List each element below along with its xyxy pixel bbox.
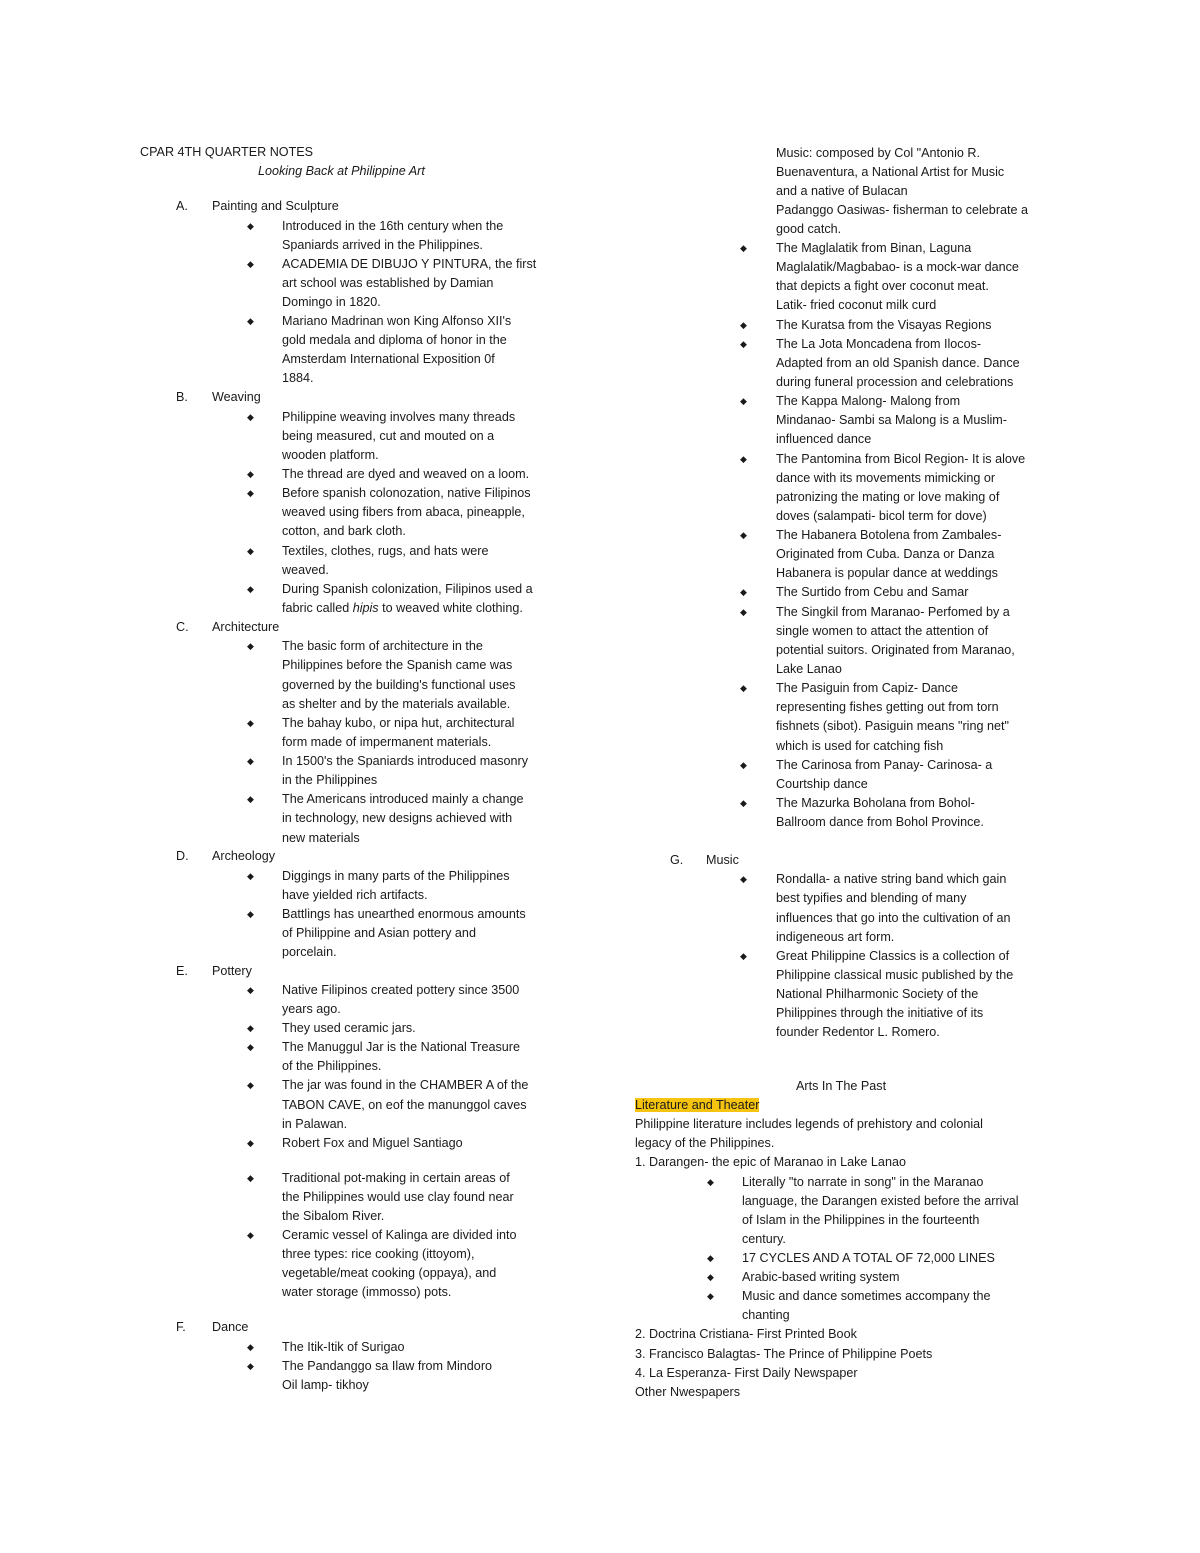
list-item: wooden platform. (282, 448, 379, 462)
list-item: The bahay kubo, or nipa hut, architectural (282, 716, 515, 730)
list-item: The Manuggul Jar is the National Treasure (282, 1040, 521, 1054)
diamond-bullet-icon: ◆ (740, 243, 747, 253)
paragraph-line: legacy of the Philippines. (635, 1136, 775, 1150)
section-heading: Arts In The Past (796, 1079, 887, 1093)
dance-note: and a native of Bulacan (776, 184, 908, 198)
list-item: governed by the building's functional uses (282, 678, 516, 692)
list-item: Textiles, clothes, rugs, and hats were (282, 544, 489, 558)
diamond-bullet-icon: ◆ (247, 584, 254, 594)
list-item: Oil lamp- tikhoy (282, 1378, 369, 1392)
list-item: as shelter and by the materials available. (282, 697, 511, 711)
list-item: have yielded rich artifacts. (282, 888, 428, 902)
list-item: Habanera is popular dance at weddings (776, 566, 998, 580)
text-fragment: to weaved white clothing. (382, 601, 523, 615)
list-item: The Itik-Itik of Surigao (282, 1340, 405, 1354)
list-item: Arabic-based writing system (742, 1270, 900, 1284)
dance-note: Padanggo Oasiwas- fisherman to celebrate a (776, 203, 1029, 217)
list-item: In 1500's the Spaniards introduced masonry (282, 754, 529, 768)
list-item: Traditional pot-making in certain areas of (282, 1171, 510, 1185)
highlight-text: Literature and Theater (635, 1098, 760, 1112)
diamond-bullet-icon: ◆ (247, 488, 254, 498)
list-item: dance with its movements mimicking or (776, 471, 996, 485)
list-item: fishnets (sibot). Pasiguin means "ring net" (776, 719, 1009, 733)
list-item: Before spanish colonozation, native Filipinos (282, 486, 531, 500)
diamond-bullet-icon: ◆ (247, 1138, 254, 1148)
dance-note: Music: composed by Col "Antonio R. (776, 146, 980, 160)
list-item: The Mazurka Boholana from Bohol- (776, 796, 975, 810)
diamond-bullet-icon: ◆ (707, 1291, 714, 1301)
list-item: century. (742, 1232, 786, 1246)
list-item: Originated from Cuba. Danza or Danza (776, 547, 995, 561)
list-item: 17 CYCLES AND A TOTAL OF 72,000 LINES (742, 1251, 995, 1265)
list-item: of Philippine and Asian pottery and (282, 926, 476, 940)
page-title: CPAR 4TH QUARTER NOTES (140, 145, 314, 159)
list-item: The La Jota Moncadena from Ilocos- (776, 337, 982, 351)
numbered-item: 4. La Esperanza- First Daily Newspaper (635, 1366, 858, 1380)
numbered-item: 1. Darangen- the epic of Maranao in Lake Lanao (635, 1155, 906, 1169)
diamond-bullet-icon: ◆ (247, 1342, 254, 1352)
list-item: During Spanish colonization, Filipinos used a (282, 582, 533, 596)
diamond-bullet-icon: ◆ (247, 1042, 254, 1052)
list-item: Adapted from an old Spanish dance. Dance (776, 356, 1020, 370)
paragraph-line: Other Nwespapers (635, 1385, 740, 1399)
list-item: Lake Lanao (776, 662, 842, 676)
list-item: The Maglalatik from Binan, Laguna (776, 241, 972, 255)
list-item: new materials (282, 831, 360, 845)
list-item: weaved. (282, 563, 329, 577)
diamond-bullet-icon: ◆ (247, 546, 254, 556)
list-item (282, 599, 523, 618)
list-item: Native Filipinos created pottery since 3500 (282, 983, 520, 997)
diamond-bullet-icon: ◆ (247, 469, 254, 479)
diamond-bullet-icon: ◆ (247, 221, 254, 231)
list-item: The basic form of architecture in the (282, 639, 483, 653)
section-title: Architecture (212, 620, 280, 634)
list-item: The Surtido from Cebu and Samar (776, 585, 969, 599)
list-item: cotton, and bark cloth. (282, 524, 406, 538)
list-item: representing fishes getting out from torn (776, 700, 999, 714)
diamond-bullet-icon: ◆ (707, 1177, 714, 1187)
list-item: The Habanera Botolena from Zambales- (776, 528, 1002, 542)
section-letter: G. (670, 853, 684, 867)
list-item: Philippines before the Spanish came was (282, 658, 513, 672)
diamond-bullet-icon: ◆ (740, 320, 747, 330)
list-item: in Palawan. (282, 1117, 348, 1131)
list-item: Ceramic vessel of Kalinga are divided into (282, 1228, 517, 1242)
list-item: doves (salampati- bicol term for dove) (776, 509, 987, 523)
list-item: Maglalatik/Magbabao- is a mock-war dance (776, 260, 1019, 274)
section-letter: C. (176, 620, 189, 634)
diamond-bullet-icon: ◆ (740, 339, 747, 349)
list-item: best typifies and blending of many (776, 891, 967, 905)
list-item: Diggings in many parts of the Philippines (282, 869, 510, 883)
diamond-bullet-icon: ◆ (247, 1173, 254, 1183)
section-title: Music (706, 853, 739, 867)
list-item: Battlings has unearthed enormous amounts (282, 907, 526, 921)
diamond-bullet-icon: ◆ (247, 1361, 254, 1371)
diamond-bullet-icon: ◆ (247, 909, 254, 919)
diamond-bullet-icon: ◆ (740, 396, 747, 406)
list-item: water storage (immosso) pots. (282, 1285, 452, 1299)
list-item: Music and dance sometimes accompany the (742, 1289, 991, 1303)
list-item: The Singkil from Maranao- Perfomed by a (776, 605, 1010, 619)
list-item: single women to attact the attention of (776, 624, 989, 638)
list-item: Mindanao- Sambi sa Malong is a Muslim- (776, 413, 1007, 427)
list-item: vegetable/meat cooking (oppaya), and (282, 1266, 497, 1280)
list-item: influences that go into the cultivation of an (776, 911, 1011, 925)
list-item: The Pasiguin from Capiz- Dance (776, 681, 958, 695)
list-item: gold medala and diploma of honor in the (282, 333, 507, 347)
diamond-bullet-icon: ◆ (740, 607, 747, 617)
diamond-bullet-icon: ◆ (247, 718, 254, 728)
list-item: Introduced in the 16th century when the (282, 219, 504, 233)
list-item: 1884. (282, 371, 314, 385)
diamond-bullet-icon: ◆ (740, 587, 747, 597)
diamond-bullet-icon: ◆ (740, 951, 747, 961)
section-letter: F. (176, 1320, 186, 1334)
numbered-item: 3. Francisco Balagtas- The Prince of Philippine Poets (635, 1347, 933, 1361)
list-item: Courtship dance (776, 777, 868, 791)
list-item: of the Philippines. (282, 1059, 382, 1073)
list-item: which is used for catching fish (776, 739, 944, 753)
diamond-bullet-icon: ◆ (247, 1080, 254, 1090)
list-item: The Americans introduced mainly a change (282, 792, 524, 806)
list-item: Robert Fox and Miguel Santiago (282, 1136, 463, 1150)
page-subtitle: Looking Back at Philippine Art (258, 164, 425, 178)
dance-note: good catch. (776, 222, 842, 236)
list-item: art school was established by Damian (282, 276, 494, 290)
list-item: They used ceramic jars. (282, 1021, 416, 1035)
highlighted-heading (635, 1096, 759, 1115)
list-item: in technology, new designs achieved with (282, 811, 513, 825)
text-fragment: fabric called (282, 601, 350, 615)
section-title: Archeology (212, 849, 276, 863)
list-item: porcelain. (282, 945, 337, 959)
list-item: patronizing the mating or love making of (776, 490, 1000, 504)
section-title: Dance (212, 1320, 249, 1334)
list-item: during funeral procession and celebrations (776, 375, 1014, 389)
diamond-bullet-icon: ◆ (247, 871, 254, 881)
list-item: Mariano Madrinan won King Alfonso XII's (282, 314, 512, 328)
section-letter: A. (176, 199, 188, 213)
list-item: potential suitors. Originated from Maranao, (776, 643, 1015, 657)
list-item: Philippines through the initiative of its (776, 1006, 984, 1020)
diamond-bullet-icon: ◆ (707, 1272, 714, 1282)
list-item: form made of impermanent materials. (282, 735, 492, 749)
diamond-bullet-icon: ◆ (247, 756, 254, 766)
paragraph-line: Philippine literature includes legends of prehistory and colonial (635, 1117, 983, 1131)
diamond-bullet-icon: ◆ (707, 1253, 714, 1263)
list-item: being measured, cut and mouted on a (282, 429, 495, 443)
list-item: indigeneous art form. (776, 930, 895, 944)
section-letter: B. (176, 390, 188, 404)
list-item: Philippine classical music published by the (776, 968, 1014, 982)
list-item: Literally "to narrate in song" in the Maranao (742, 1175, 984, 1189)
diamond-bullet-icon: ◆ (740, 874, 747, 884)
list-item: Amsterdam International Exposition 0f (282, 352, 495, 366)
list-item: The thread are dyed and weaved on a loom. (282, 467, 530, 481)
list-item: of Islam in the Philippines in the fourteenth (742, 1213, 980, 1227)
list-item: chanting (742, 1308, 790, 1322)
list-item: Latik- fried coconut milk curd (776, 298, 937, 312)
list-item: The Kappa Malong- Malong from (776, 394, 961, 408)
list-item: The Pandanggo sa Ilaw from Mindoro (282, 1359, 493, 1373)
diamond-bullet-icon: ◆ (247, 985, 254, 995)
section-title: Painting and Sculpture (212, 199, 339, 213)
list-item: Great Philippine Classics is a collection of (776, 949, 1010, 963)
diamond-bullet-icon: ◆ (740, 798, 747, 808)
list-item: that depicts a fight over coconut meat. (776, 279, 989, 293)
diamond-bullet-icon: ◆ (740, 760, 747, 770)
section-letter: D. (176, 849, 189, 863)
list-item: Philippine weaving involves many threads (282, 410, 516, 424)
numbered-item: 2. Doctrina Cristiana- First Printed Book (635, 1327, 857, 1341)
diamond-bullet-icon: ◆ (247, 412, 254, 422)
emphasis-term: hipis (352, 601, 379, 615)
diamond-bullet-icon: ◆ (740, 683, 747, 693)
diamond-bullet-icon: ◆ (247, 641, 254, 651)
list-item: years ago. (282, 1002, 341, 1016)
diamond-bullet-icon: ◆ (247, 1023, 254, 1033)
list-item: Rondalla- a native string band which gain (776, 872, 1007, 886)
dance-note: Buenaventura, a National Artist for Music (776, 165, 1005, 179)
section-letter: E. (176, 964, 188, 978)
list-item: The Kuratsa from the Visayas Regions (776, 318, 992, 332)
diamond-bullet-icon: ◆ (247, 316, 254, 326)
list-item: language, the Darangen existed before the arrival (742, 1194, 1019, 1208)
list-item: The Carinosa from Panay- Carinosa- a (776, 758, 993, 772)
diamond-bullet-icon: ◆ (740, 454, 747, 464)
list-item: influenced dance (776, 432, 872, 446)
list-item: Ballroom dance from Bohol Province. (776, 815, 984, 829)
list-item: Domingo in 1820. (282, 295, 381, 309)
diamond-bullet-icon: ◆ (740, 530, 747, 540)
diamond-bullet-icon: ◆ (247, 1230, 254, 1240)
list-item: three types: rice cooking (ittoyom), (282, 1247, 475, 1261)
section-title: Pottery (212, 964, 252, 978)
list-item: in the Philippines (282, 773, 378, 787)
diamond-bullet-icon: ◆ (247, 794, 254, 804)
list-item: The Pantomina from Bicol Region- It is alove (776, 452, 1026, 466)
list-item: founder Redentor L. Romero. (776, 1025, 940, 1039)
list-item: the Sibalom River. (282, 1209, 385, 1223)
list-item: The jar was found in the CHAMBER A of the (282, 1078, 529, 1092)
list-item: Spaniards arrived in the Philippines. (282, 238, 483, 252)
list-item: the Philippines would use clay found near (282, 1190, 514, 1204)
list-item: National Philharmonic Society of the (776, 987, 979, 1001)
list-item: TABON CAVE, on eof the manunggol caves (282, 1098, 527, 1112)
list-item: weaved using fibers from abaca, pineapple, (282, 505, 525, 519)
list-item: ACADEMIA DE DIBUJO Y PINTURA, the first (282, 257, 537, 271)
diamond-bullet-icon: ◆ (247, 259, 254, 269)
section-title: Weaving (212, 390, 261, 404)
